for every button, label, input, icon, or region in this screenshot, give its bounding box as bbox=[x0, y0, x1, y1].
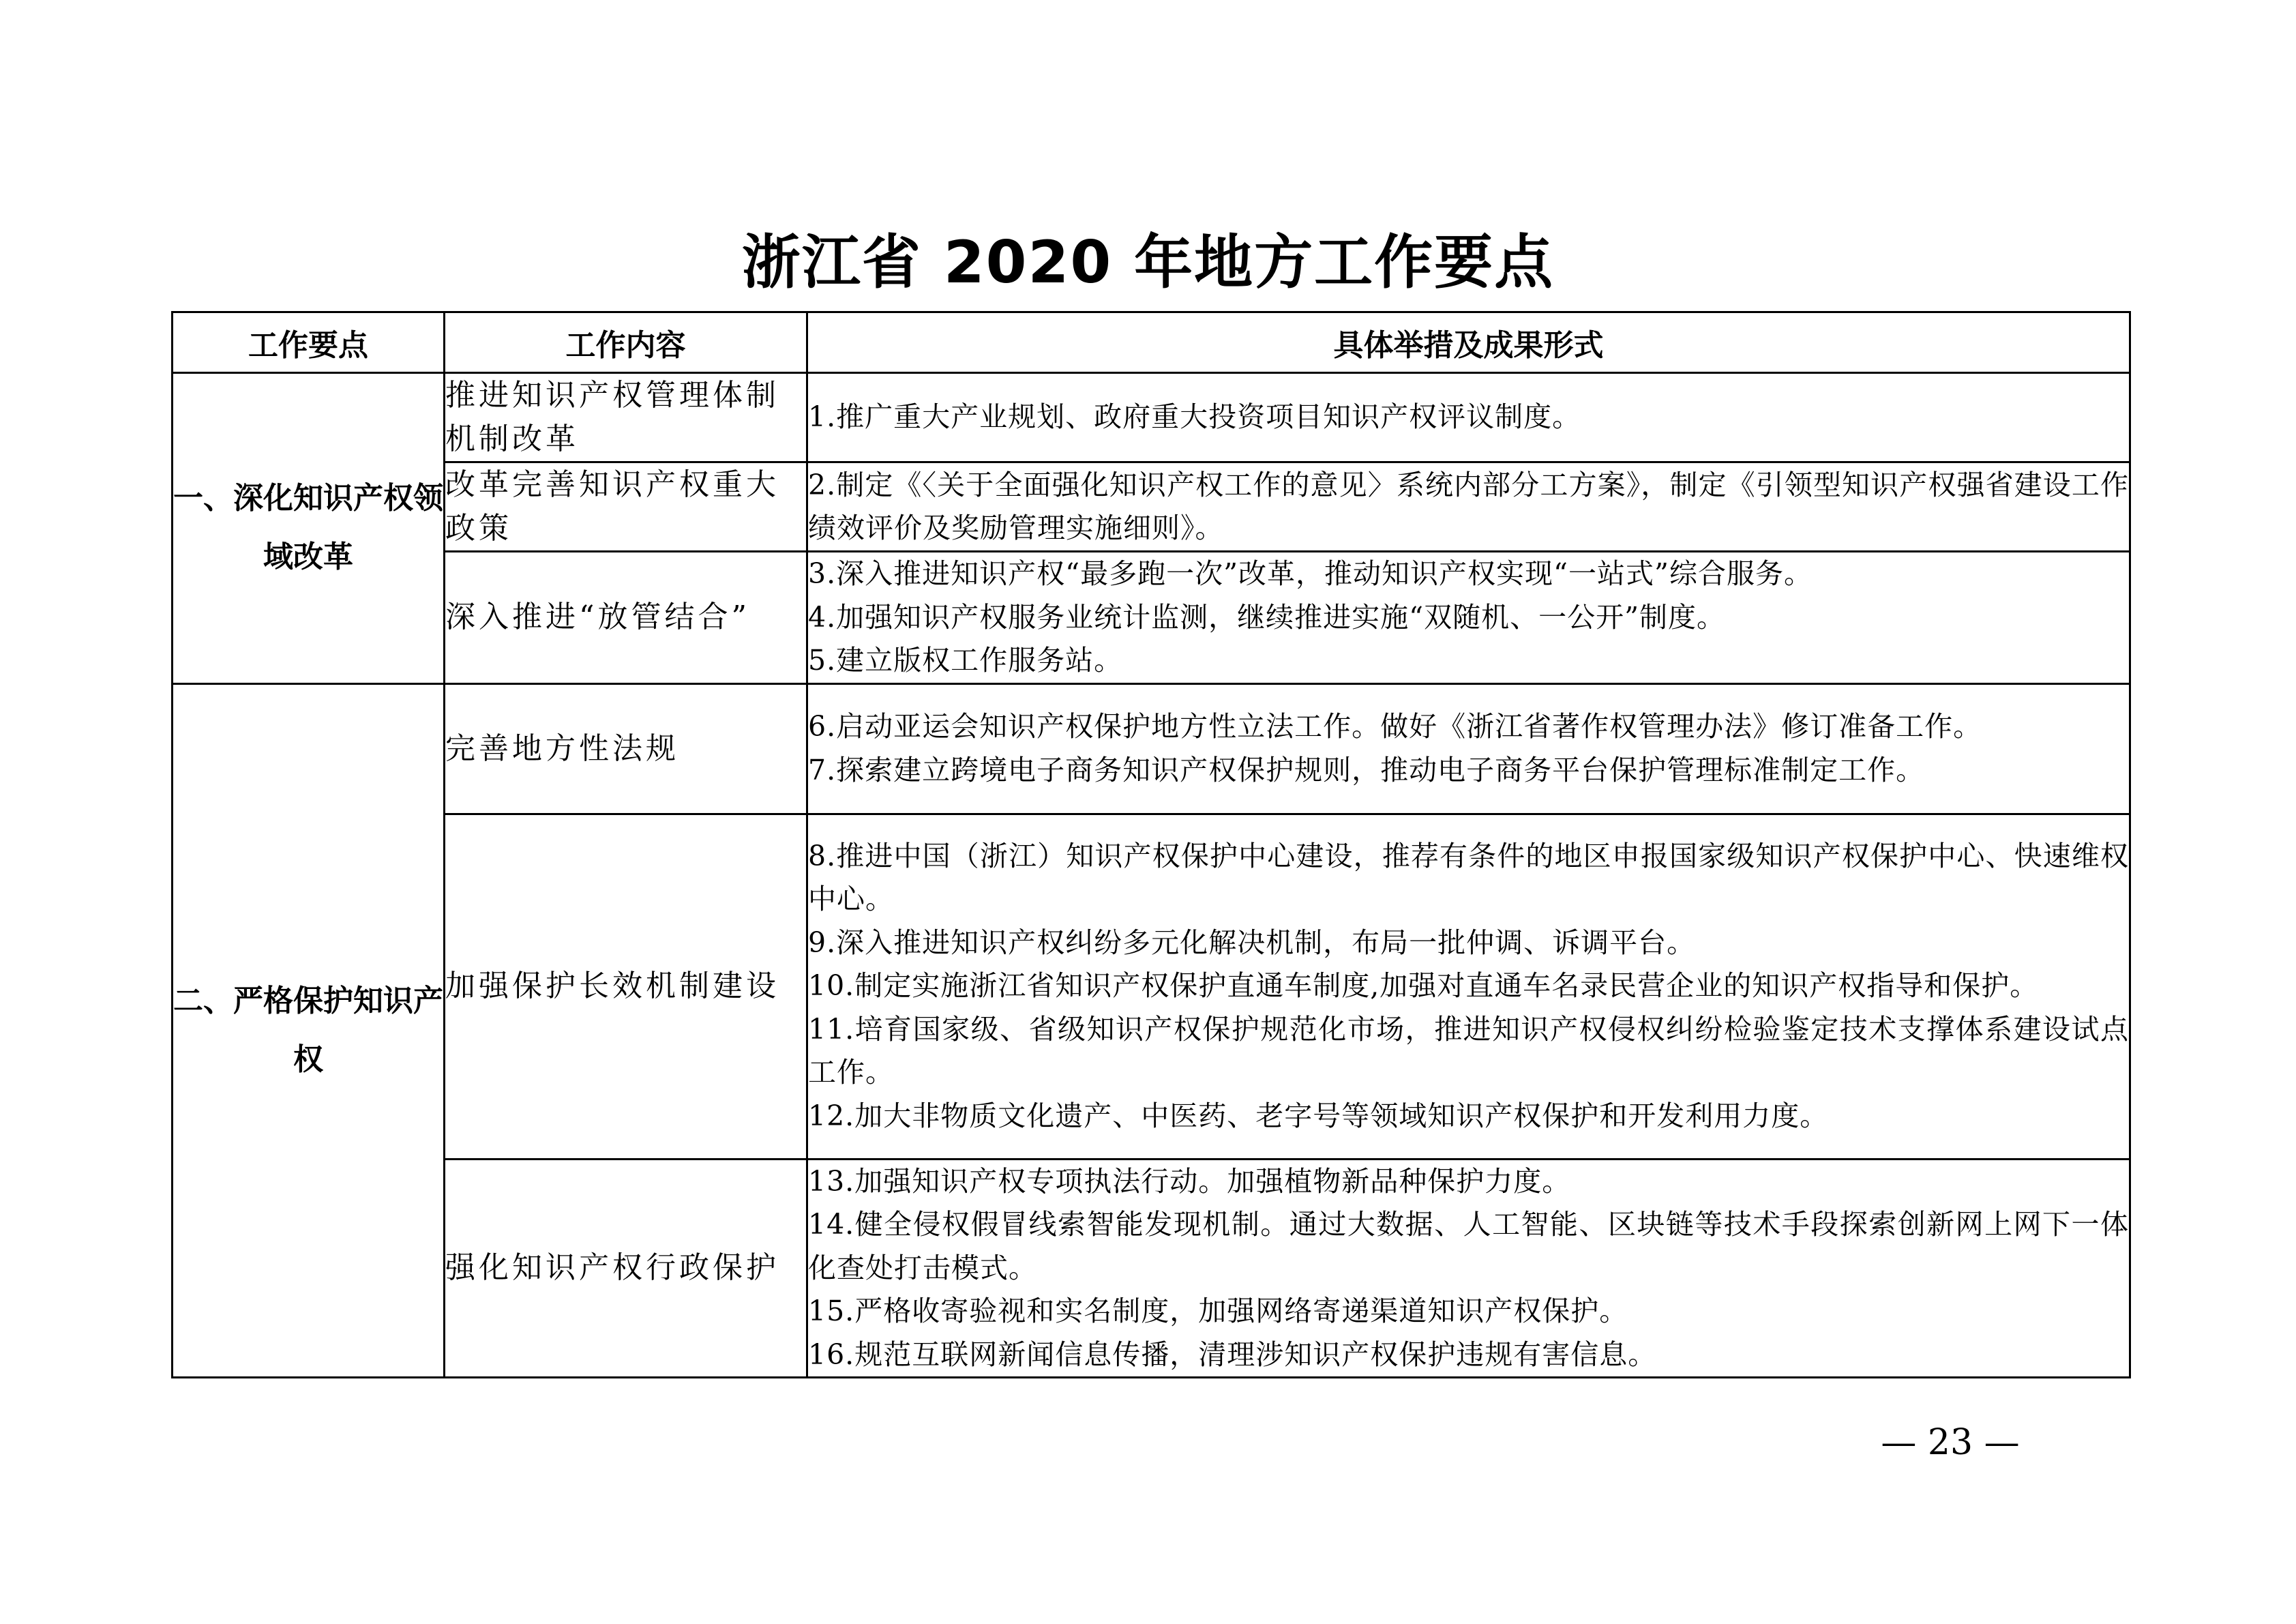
measure-item: 1.推广重大产业规划、政府重大投资项目知识产权评议制度。 bbox=[808, 400, 1581, 434]
table-row bbox=[173, 1159, 2130, 1378]
work-content-cell: 完善地方性法规 bbox=[445, 683, 807, 814]
work-content-cell: 推进知识产权管理体制机制改革 bbox=[445, 373, 807, 462]
measure-item: 7.探索建立跨境电子商务知识产权保护规则，推动电子商务平台保护管理标准制定工作。 bbox=[808, 753, 1925, 786]
work-content-cell: 加强保护长效机制建设 bbox=[445, 814, 807, 1159]
measure-item: 6.启动亚运会知识产权保护地方性立法工作。做好《浙江省著作权管理办法》修订准备工作。 bbox=[808, 710, 1982, 743]
measure-item: 16.规范互联网新闻信息传播，清理涉知识产权保护违规有害信息。 bbox=[808, 1338, 1657, 1371]
table-row bbox=[173, 552, 2130, 684]
measures-cell bbox=[807, 462, 2130, 552]
key-point-cell: 二、严格保护知识产权 bbox=[173, 683, 445, 1378]
measure-item: 3.深入推进知识产权“最多跑一次”改革，推动知识产权实现“一站式”综合服务。 bbox=[808, 557, 1813, 590]
measure-item: 15.严格收寄验视和实名制度，加强网络寄递渠道知识产权保护。 bbox=[808, 1295, 1628, 1327]
header-measures: 具体举措及成果形式 bbox=[807, 312, 2130, 373]
work-content-cell: 深入推进“放管结合” bbox=[445, 552, 807, 684]
measure-item: 9.深入推进知识产权纠纷多元化解决机制，布局一批仲调、诉调平台。 bbox=[808, 926, 1696, 959]
table-header-row bbox=[173, 312, 2130, 373]
header-key-point: 工作要点 bbox=[173, 312, 445, 373]
page-title: 浙江省 2020 年地方工作要点 bbox=[741, 228, 1555, 297]
measures-cell bbox=[807, 373, 2130, 462]
measure-item: 11.培育国家级、省级知识产权保护规范化市场，推进知识产权侵权纠纷检验鉴定技术支撑体系建设试点工作。 bbox=[808, 1012, 2129, 1089]
table-row bbox=[173, 373, 2130, 462]
measure-item: 13.加强知识产权专项执法行动。加强植物新品种保护力度。 bbox=[808, 1164, 1571, 1198]
measures-cell bbox=[807, 1159, 2130, 1378]
table-row bbox=[173, 683, 2130, 814]
measures-cell bbox=[807, 552, 2130, 684]
page-number: — 23 — bbox=[1881, 1422, 2020, 1463]
work-content-cell: 强化知识产权行政保护 bbox=[445, 1159, 807, 1378]
measure-item: 14.健全侵权假冒线索智能发现机制。通过大数据、人工智能、区块链等技术手段探索创新网上网下一体化查处打击模式。 bbox=[808, 1208, 2129, 1284]
key-point-cell: 一、深化知识产权领域改革 bbox=[173, 373, 445, 684]
measure-item: 5.建立版权工作服务站。 bbox=[808, 644, 1123, 677]
work-points-table bbox=[171, 311, 2131, 1378]
measures-cell bbox=[807, 814, 2130, 1159]
measure-item: 8.推进中国（浙江）知识产权保护中心建设，推荐有条件的地区申报国家级知识产权保护中心、快速维权中心。 bbox=[808, 839, 2129, 916]
table-row bbox=[173, 814, 2130, 1159]
measure-item: 10.制定实施浙江省知识产权保护直通车制度,加强对直通车名录民营企业的知识产权指导和保护。 bbox=[808, 969, 2039, 1003]
measures-cell bbox=[807, 683, 2130, 814]
measure-item: 2.制定《〈关于全面强化知识产权工作的意见〉系统内部分工方案》，制定《引领型知识产权强省建设工作绩效评价及奖励管理实施细则》。 bbox=[808, 468, 2129, 544]
measure-item: 12.加大非物质文化遗产、中医药、老字号等领域知识产权保护和开发利用力度。 bbox=[808, 1099, 1829, 1132]
work-content-cell: 改革完善知识产权重大政策 bbox=[445, 462, 807, 552]
table-row bbox=[173, 462, 2130, 552]
header-work-content: 工作内容 bbox=[445, 312, 807, 373]
measure-item: 4.加强知识产权服务业统计监测，继续推进实施“双随机、一公开”制度。 bbox=[808, 600, 1726, 634]
